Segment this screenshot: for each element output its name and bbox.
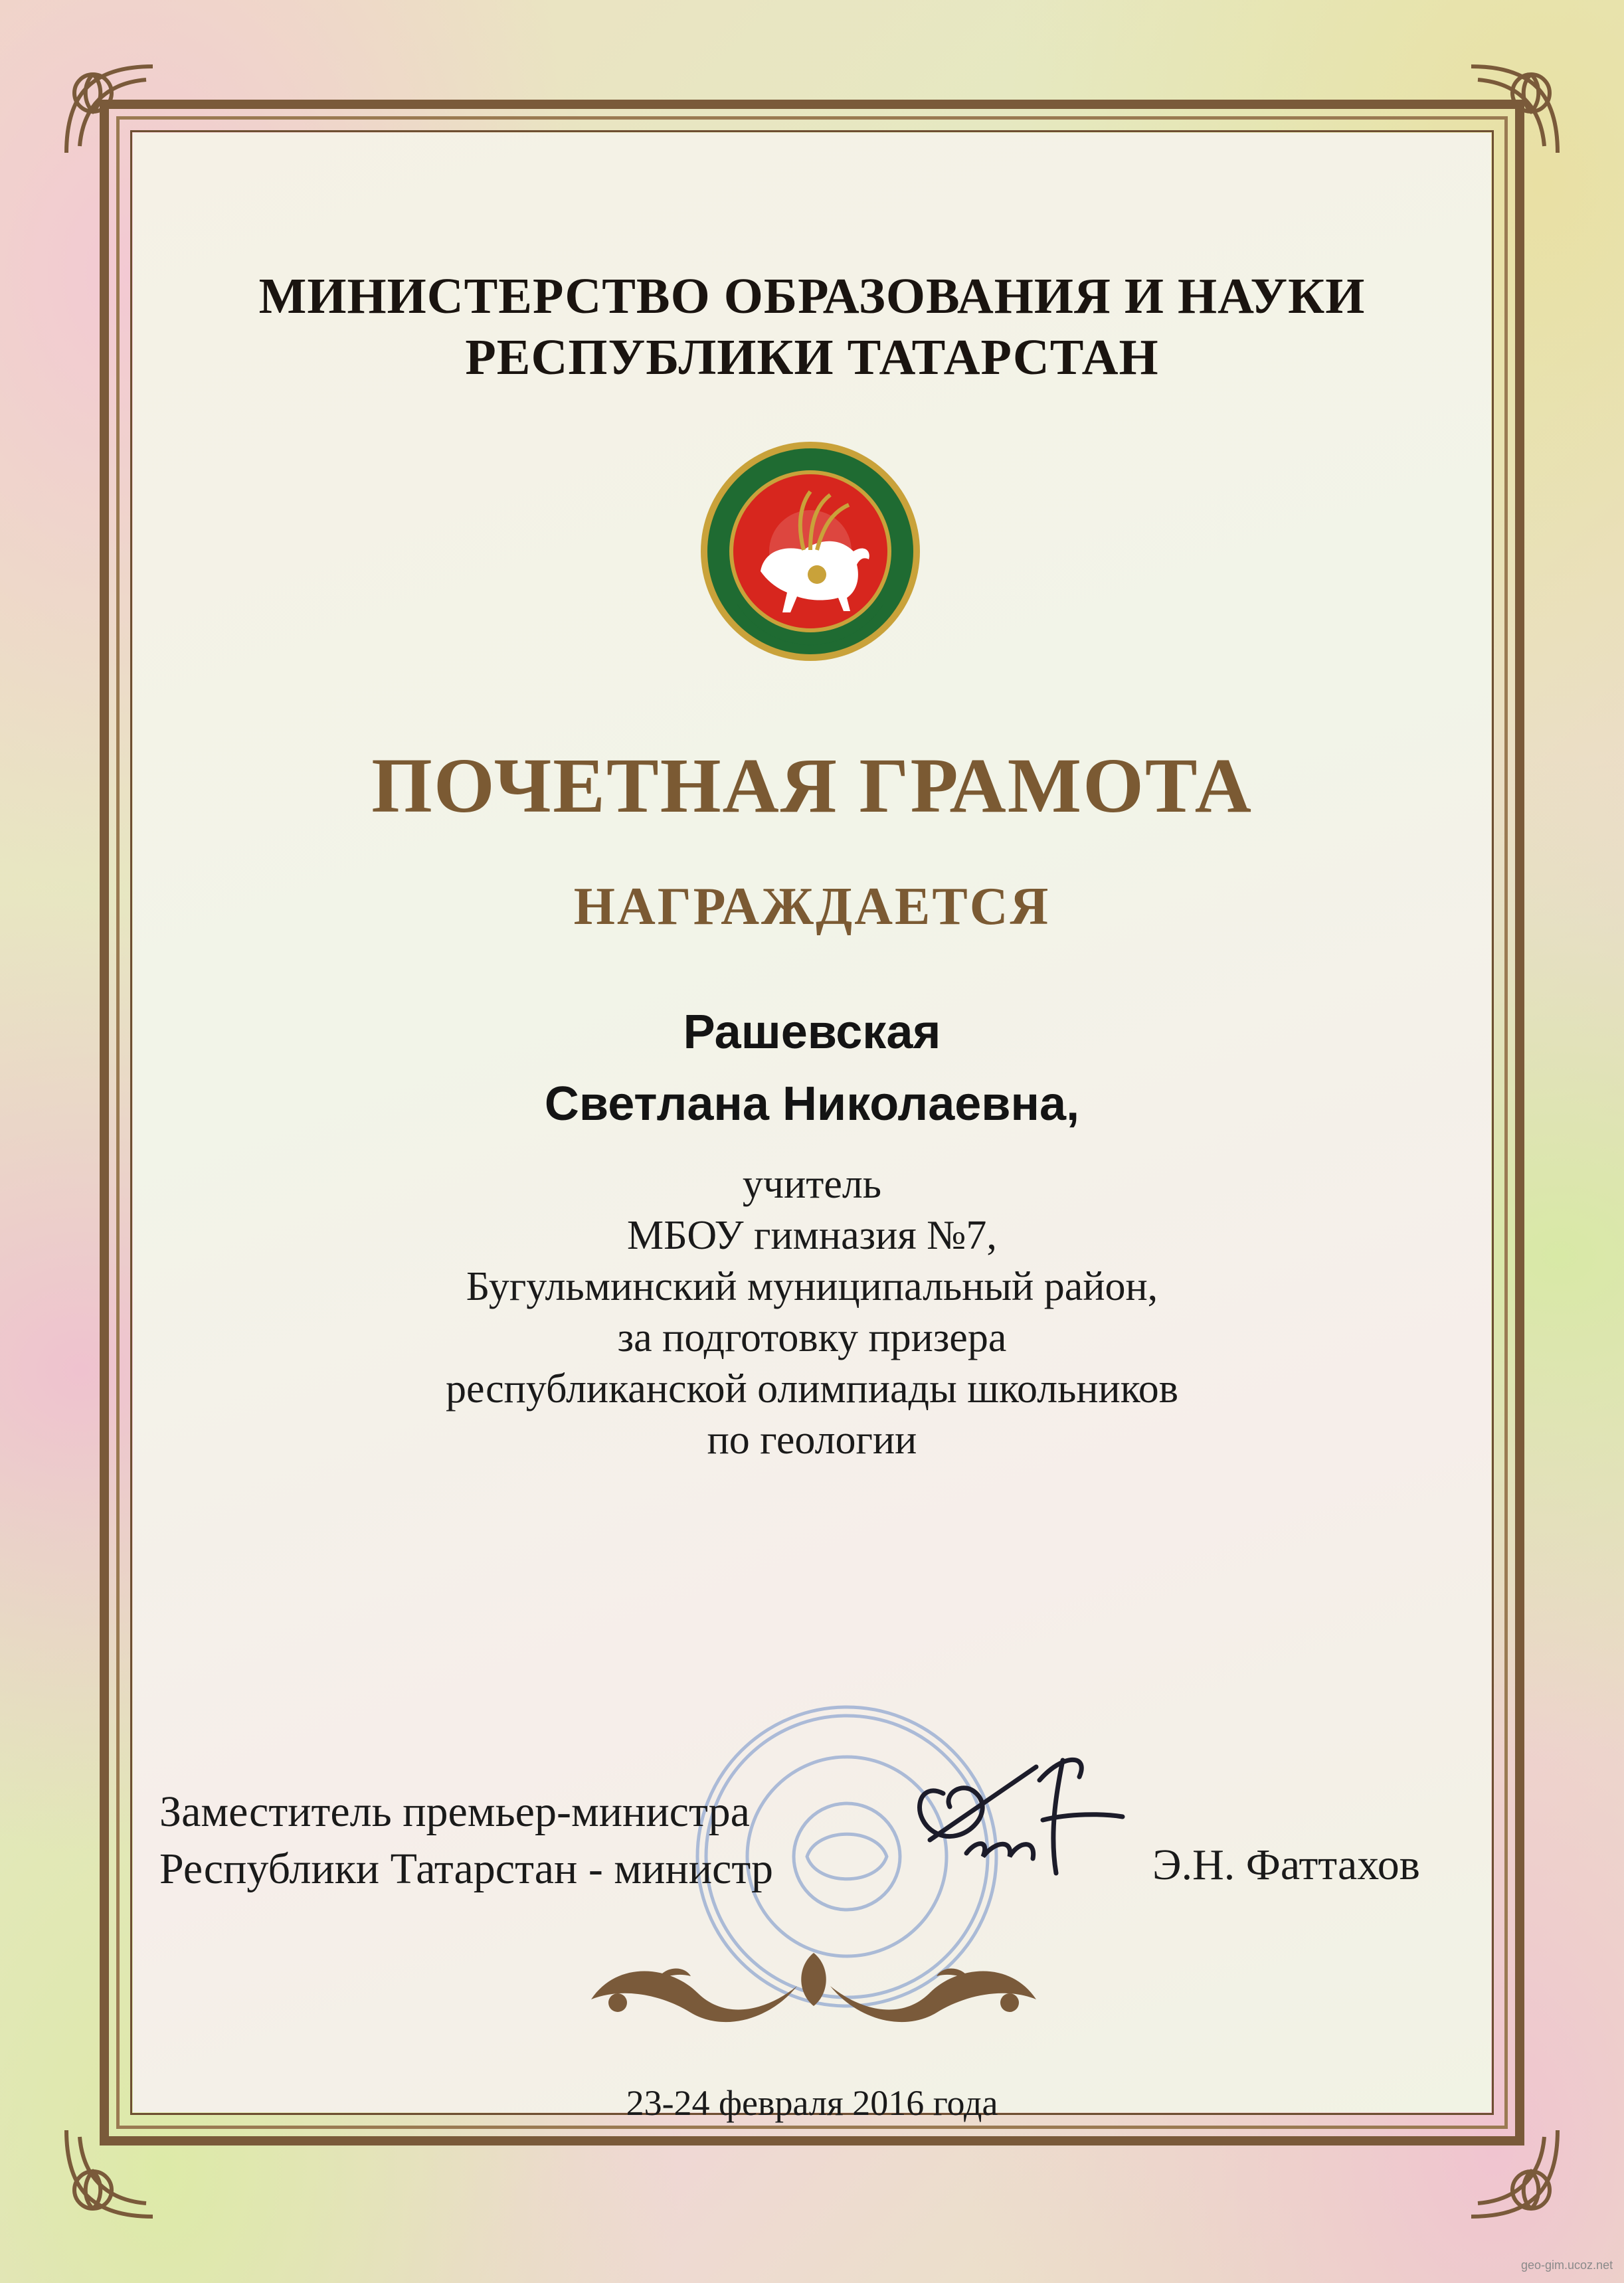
corner-ornament-icon [53,53,166,166]
detail-line: учитель [742,1162,882,1207]
signer-position [159,1783,773,1898]
corner-ornament-icon [53,2117,166,2230]
signer-name: Э.Н. Фаттахов [1152,1841,1420,1889]
ministry-heading [0,266,1624,388]
detail-line: МБОУ гимназия №7, [627,1213,997,1258]
recipient-name [0,996,1624,1140]
awarded-heading: НАГРАЖДАЕТСЯ [573,877,1051,936]
site-watermark: geo-gim.ucoz.net [1521,2258,1613,2272]
detail-line: за подготовку призера [617,1315,1007,1360]
recipient-surname: Рашевская [683,1006,941,1059]
tatarstan-coat-of-arms-icon [697,438,923,664]
signer-position-line-2: Республики Татарстан - министр [159,1845,773,1893]
corner-ornament-icon [1458,53,1571,166]
award-details [0,1159,1624,1466]
signer-position-line-1: Заместитель премьер-министра [159,1787,750,1836]
detail-line: Бугульминский муниципальный район, [466,1264,1158,1309]
handwritten-signature-icon [903,1740,1156,1900]
certificate-title: ПОЧЕТНАЯ ГРАМОТА [371,742,1253,829]
scroll-ornament-icon [578,1940,1049,2033]
detail-line: по геологии [707,1417,917,1463]
corner-ornament-icon [1458,2117,1571,2230]
detail-line: республиканской олимпиады школьников [446,1366,1178,1412]
ministry-line-1: МИНИСТЕРСТВО ОБРАЗОВАНИЯ И НАУКИ [258,268,1366,324]
ministry-line-2: РЕСПУБЛИКИ ТАТАРСТАН [465,329,1159,385]
award-date: 23-24 февраля 2016 года [626,2083,998,2123]
recipient-given-names: Светлана Николаевна, [544,1077,1080,1131]
